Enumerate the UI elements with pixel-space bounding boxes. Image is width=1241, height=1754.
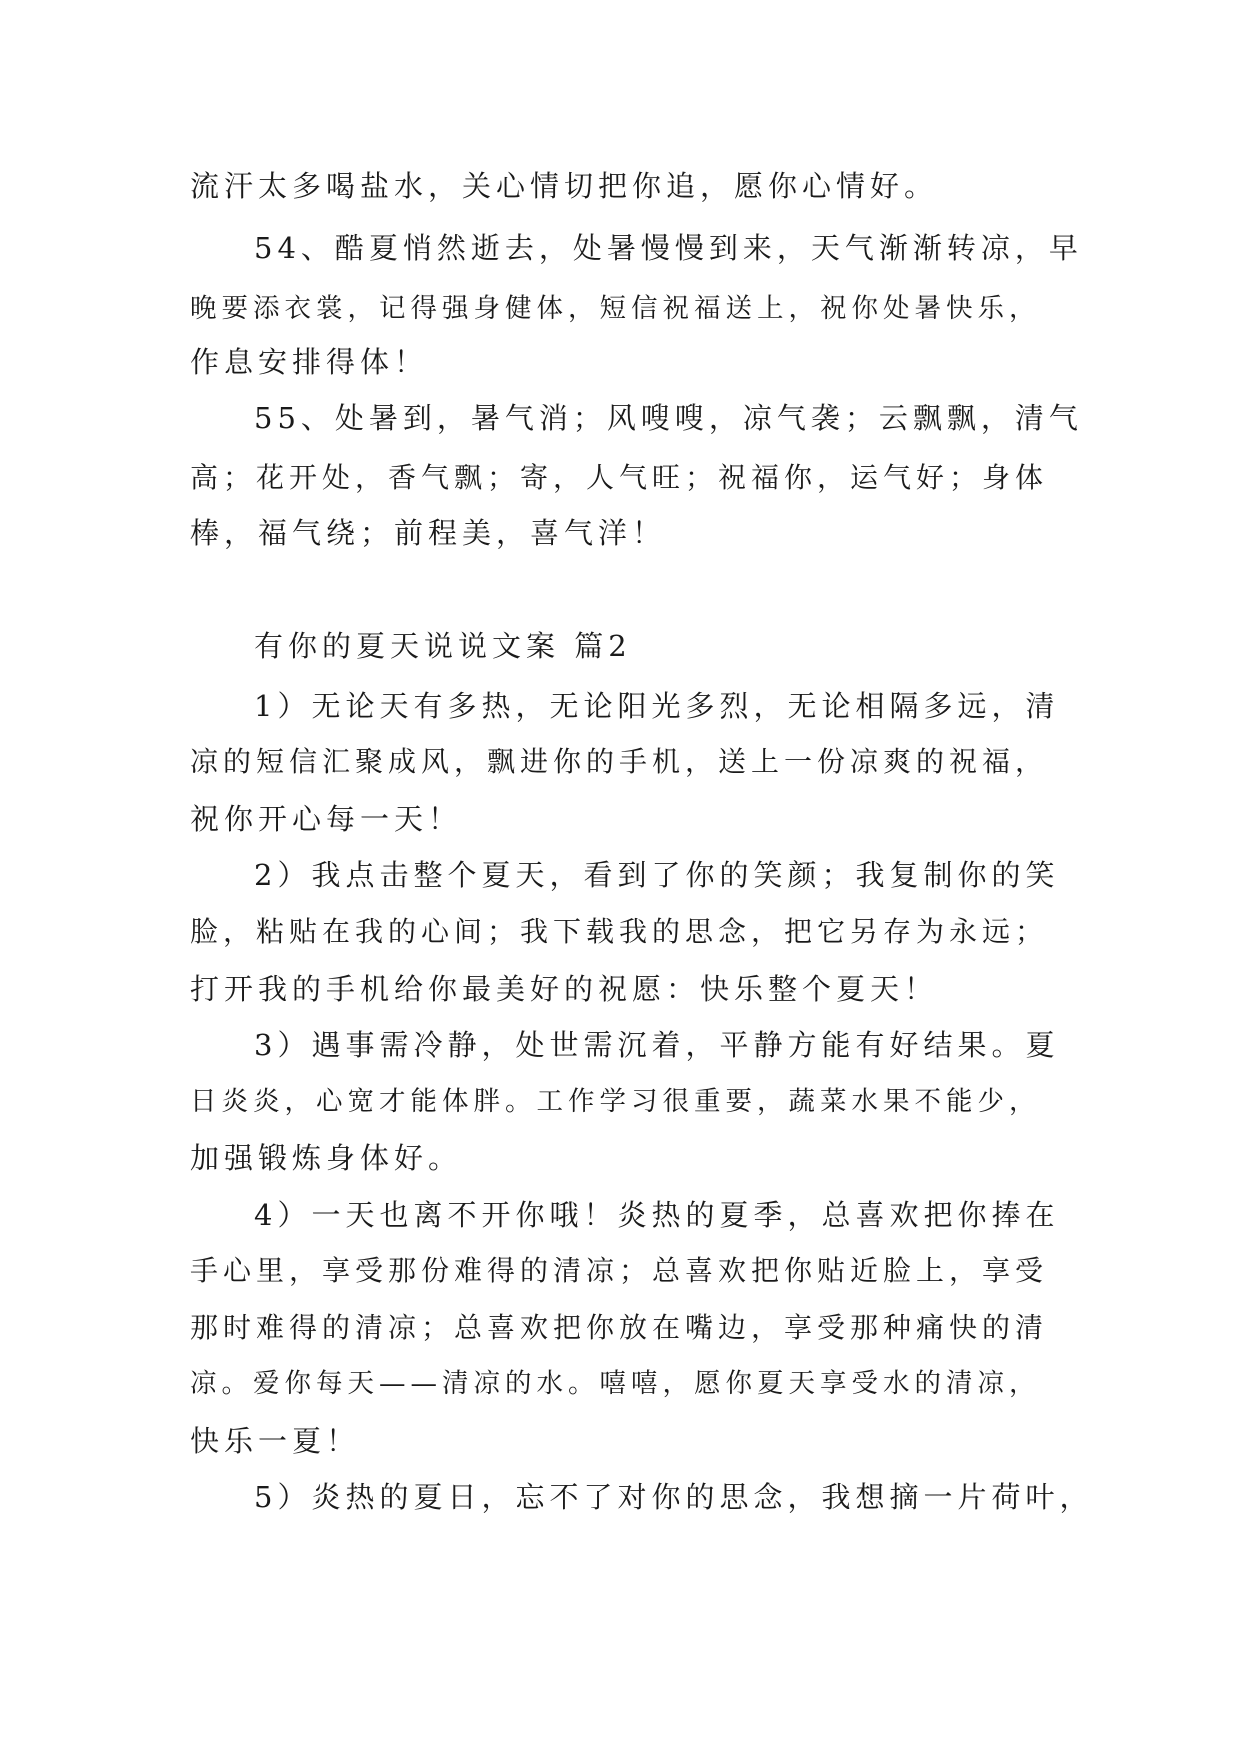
text-line: 5）炎热的夏日，忘不了对你的思念，我想摘一片荷叶，	[254, 1480, 1094, 1514]
text-line: 3）遇事需冷静，处世需沉着，平静方能有好结果。夏	[254, 1028, 1060, 1062]
text-line: 加强锻炼身体好。	[190, 1141, 463, 1175]
text-line: 凉的短信汇聚成风，飘进你的手机，送上一份凉爽的祝福，	[190, 745, 1049, 778]
text-line: 晚要添衣裳，记得强身健体，短信祝福送上，祝你处暑快乐，	[190, 293, 1041, 324]
text-line: 祝你开心每一天！	[190, 802, 463, 836]
text-line: 凉。爱你每天——清凉的水。嘻嘻，愿你夏天享受水的清凉，	[190, 1368, 1041, 1399]
text-line: 1）无论天有多热，无论阳光多烈，无论相隔多远，清	[254, 689, 1060, 723]
text-line: 54、酷夏悄然逝去，处暑慢慢到来，天气渐渐转凉，早	[254, 231, 1083, 265]
text-line: 打开我的手机给你最美好的祝愿：快乐整个夏天！	[190, 972, 939, 1006]
text-line: 那时难得的清凉；总喜欢把你放在嘴边，享受那种痛快的清	[190, 1311, 1049, 1344]
text-line: 脸，粘贴在我的心间；我下载我的思念，把它另存为永远；	[190, 915, 1049, 948]
text-line: 日炎炎，心宽才能体胖。工作学习很重要，蔬菜水果不能少，	[190, 1086, 1041, 1117]
text-line: 作息安排得体！	[190, 345, 429, 379]
text-line: 55、处暑到，暑气消；风嗖嗖，凉气袭；云飘飘，清气	[254, 401, 1083, 435]
text-line: 快乐一夏！	[190, 1424, 361, 1458]
text-line: 棒，福气绕；前程美，喜气洋！	[190, 516, 667, 550]
text-line: 2）我点击整个夏天，看到了你的笑颜；我复制你的笑	[254, 858, 1060, 892]
text-line: 手心里，享受那份难得的清凉；总喜欢把你贴近脸上，享受	[190, 1254, 1049, 1287]
text-line: 高；花开处，香气飘；寄，人气旺；祝福你，运气好；身体	[190, 461, 1049, 494]
text-line: 4）一天也离不开你哦！炎热的夏季，总喜欢把你捧在	[254, 1198, 1060, 1232]
section-heading: 有你的夏天说说文案 篇2	[254, 629, 632, 663]
text-line: 流汗太多喝盐水，关心情切把你追，愿你心情好。	[190, 169, 939, 203]
